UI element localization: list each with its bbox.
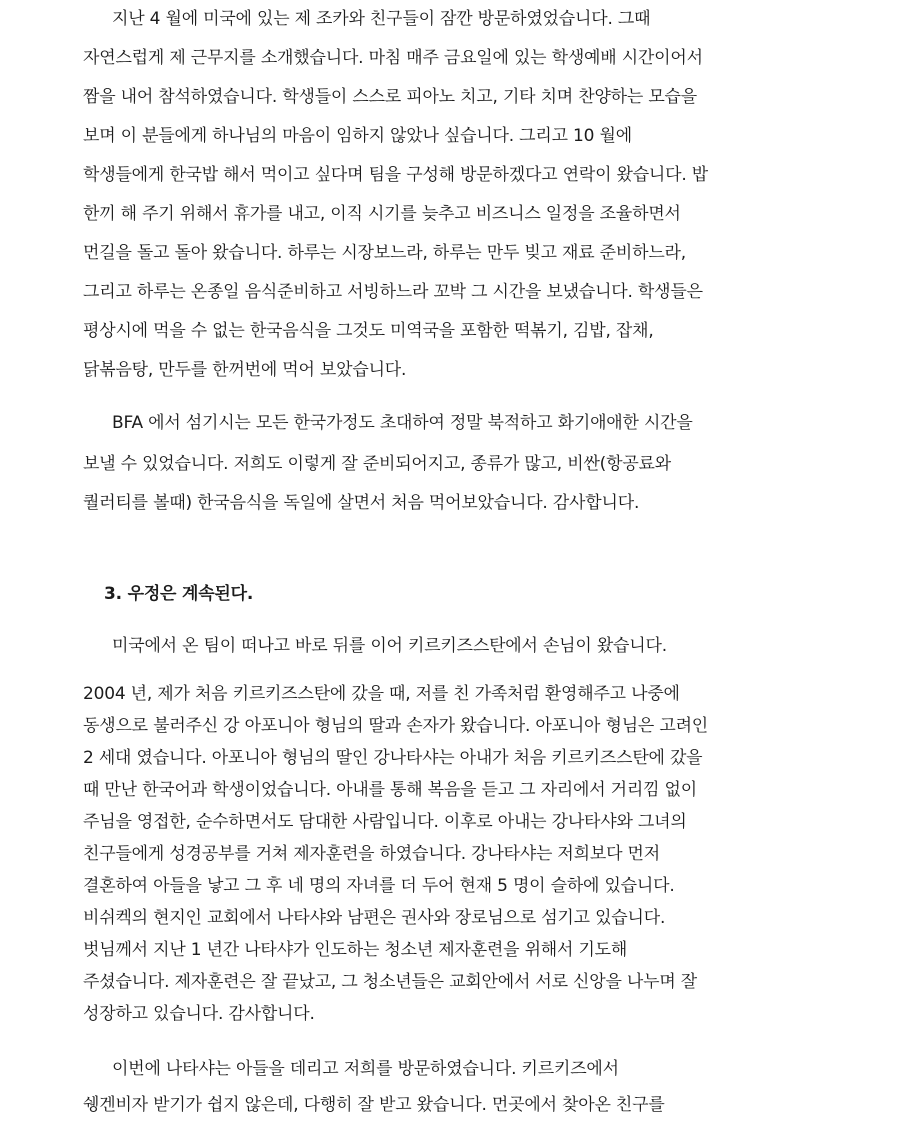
paragraph-5-line-1: 이번에 나타샤는 아들을 데리고 저희를 방문하였습니다. 키르키즈에서: [112, 1059, 619, 1079]
paragraph-4-line-5: 주님을 영접한, 순수하면서도 담대한 사람입니다. 이후로 아내는 강나타샤와 그녀의: [83, 812, 687, 832]
paragraph-4-line-7: 결혼하여 아들을 낳고 그 후 네 명의 자녀를 더 두어 현재 5 명이 슬하에 있습니다.: [83, 876, 675, 896]
paragraph-1-line-4: 보며 이 분들에게 하나님의 마음이 임하지 않았나 싶습니다. 그리고 10 월에: [83, 126, 632, 146]
paragraph-2-line-2: 보낼 수 있었습니다. 저희도 이렇게 잘 준비되어지고, 종류가 많고, 비싼(항공료와: [83, 454, 671, 474]
paragraph-4-line-2: 동생으로 불러주신 강 아포니아 형님의 딸과 손자가 왔습니다. 아포니아 형님은 고려인: [83, 716, 709, 736]
paragraph-1-line-1: 지난 4 월에 미국에 있는 제 조카와 친구들이 잠깐 방문하였었습니다. 그때: [112, 9, 651, 29]
paragraph-4-line-1: 2004 년, 제가 처음 키르키즈스탄에 갔을 때, 저를 친 가족처럼 환영해주고 나중에: [83, 684, 680, 704]
paragraph-4-line-3: 2 세대 였습니다. 아포니아 형님의 딸인 강나타샤는 아내가 처음 키르키즈스탄에 갔을: [83, 748, 703, 768]
paragraph-4-line-4: 때 만난 한국어과 학생이었습니다. 아내를 통해 복음을 듣고 그 자리에서 거리낌 없이: [83, 780, 697, 800]
paragraph-2-line-3: 퀄러티를 볼때) 한국음식을 독일에 살면서 처음 먹어보았습니다. 감사합니다.: [83, 493, 640, 513]
paragraph-1-line-9: 평상시에 먹을 수 없는 한국음식을 그것도 미역국을 포함한 떡볶기, 김밥, 잡채,: [83, 321, 654, 341]
paragraph-1-line-5: 학생들에게 한국밥 해서 먹이고 싶다며 팀을 구성해 방문하겠다고 연락이 왔습니다. 밥: [83, 165, 709, 185]
paragraph-4-line-9: 벗님께서 지난 1 년간 나타샤가 인도하는 청소년 제자훈련을 위해서 기도해: [83, 940, 628, 960]
paragraph-1-line-6: 한끼 해 주기 위해서 휴가를 내고, 이직 시기를 늦추고 비즈니스 일정을 조율하면서: [83, 204, 681, 224]
paragraph-1-line-7: 먼길을 돌고 돌아 왔습니다. 하루는 시장보느라, 하루는 만두 빚고 재료 준비하느라,: [83, 243, 686, 263]
paragraph-1-line-8: 그리고 하루는 온종일 음식준비하고 서빙하느라 꼬박 그 시간을 보냈습니다. 학생들은: [83, 282, 703, 302]
section-heading: 3. 우정은 계속된다.: [104, 584, 254, 604]
paragraph-4-line-6: 친구들에게 성경공부를 거쳐 제자훈련을 하였습니다. 강나타샤는 저희보다 먼저: [83, 844, 660, 864]
paragraph-4-line-8: 비쉬켁의 현지인 교회에서 나타샤와 남편은 권사와 장로님으로 섬기고 있습니다.: [83, 908, 666, 928]
paragraph-1-line-3: 짬을 내어 참석하였습니다. 학생들이 스스로 피아노 치고, 기타 치며 찬양하는 모습을: [83, 87, 697, 107]
paragraph-4-line-11: 성장하고 있습니다. 감사합니다.: [83, 1004, 315, 1024]
paragraph-1-line-10: 닭볶음탕, 만두를 한꺼번에 먹어 보았습니다.: [83, 360, 407, 380]
paragraph-5-line-2: 쉥겐비자 받기가 쉽지 않은데, 다행히 잘 받고 왔습니다. 먼곳에서 찾아온 친구를: [83, 1095, 665, 1115]
paragraph-4-line-10: 주셨습니다. 제자훈련은 잘 끝났고, 그 청소년들은 교회안에서 서로 신앙을 나누며 잘: [83, 972, 697, 992]
paragraph-3-line-1: 미국에서 온 팀이 떠나고 바로 뒤를 이어 키르키즈스탄에서 손님이 왔습니다.: [112, 636, 667, 656]
paragraph-2-line-1: BFA 에서 섬기시는 모든 한국가정도 초대하여 정말 북적하고 화기애애한 시간을: [112, 413, 693, 433]
paragraph-1-line-2: 자연스럽게 제 근무지를 소개했습니다. 마침 매주 금요일에 있는 학생예배 시간이어서: [83, 48, 703, 68]
